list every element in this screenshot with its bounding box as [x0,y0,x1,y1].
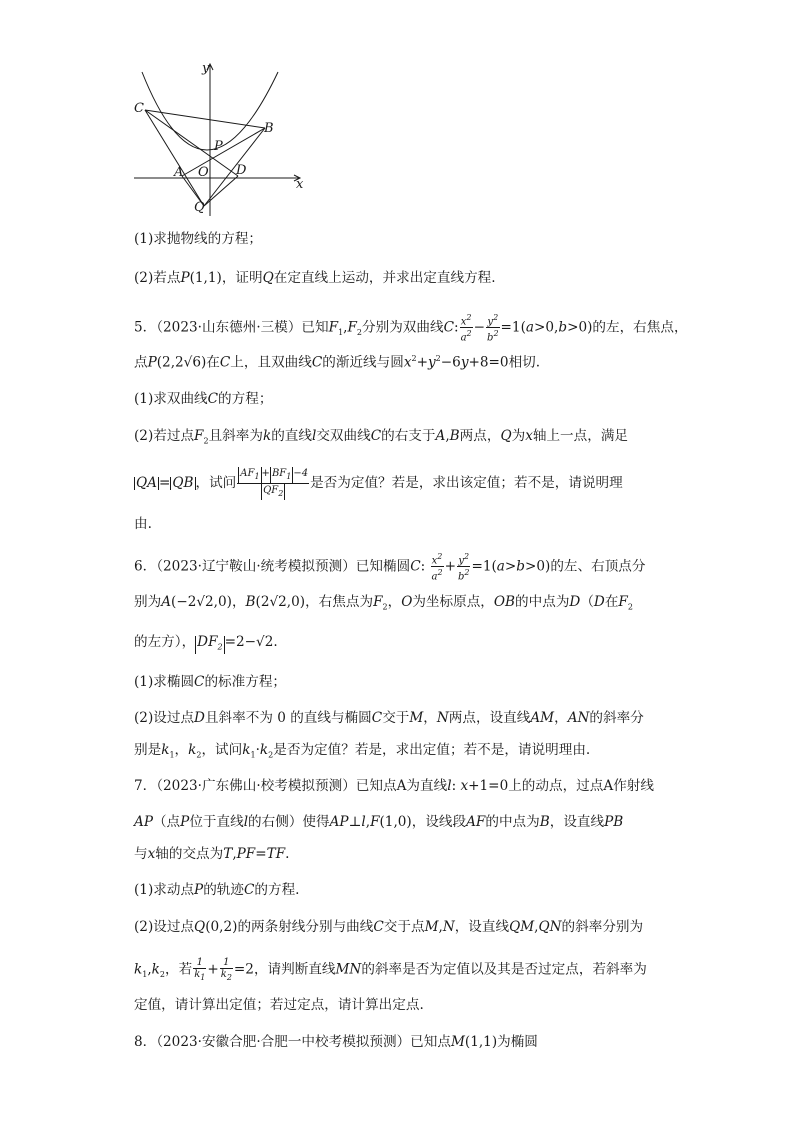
line-AB [182,128,265,176]
q5-part2: (2)若过点$F_2$且斜率为k的直线l交双曲线C的右支于A,B两点，Q为x轴上一点，满足 [134,428,629,446]
q8-header: 8．（2023·安徽合肥·合肥一中校考模拟预测）已知点M(1,1)为椭圆 [134,1034,538,1050]
label-P: P [214,139,223,154]
q6-part1: (1)求椭圆C的标准方程； [134,674,287,690]
q7-part2-cont: $k_1,k_2$，若 $\frac{1}{k_1}$ + $\frac{1}{k_2}$ =2，请判断直线MN的斜率是否为定值以及其是否过定点，若斜率为 [134,957,647,982]
line-CD [145,110,238,176]
q6-header: 6．（2023·辽宁鞍山·统考模拟预测）已知椭圆C: $\frac{x^2}{a^2}$ + $\frac{y^2}{b^2}$ =1(a>b>0)的左、右顶点分 [134,552,646,583]
line-CB [145,110,265,128]
label-B: B [264,121,274,136]
q5-part2-cont: QA = QB ，试问 $\frac{AF_1 + BF_1 -4}{QF_2}$ 是否为定值？若是，求出该定值；若不是，请说明理 [136,468,623,498]
label-Q: Q [194,200,205,215]
label-x: x [296,177,304,192]
line-CQ [145,110,204,206]
q5-part2-end: 由. [134,516,152,532]
q7-line3: 与x轴的交点为T,PF=TF. [134,846,290,862]
q6-line3: 的左方）， $DF_2 =2-√2$. [134,634,278,652]
q5-line2: 点P(2,2√6)在C上，且双曲线C的渐近线与圆$x^2+y^2-6y+8=0$相切. [134,354,541,371]
q6-part2: (2)设过点D且斜率不为 0 的直线与椭圆C交于M，N两点，设直线AM，AN的斜率分 [134,710,644,726]
line-DQ [204,176,238,206]
q7-part2: (2)设过点Q(0,2)的两条射线分别与曲线C交于点M,N，设直线QM,QN的斜率分别为 [134,919,644,935]
q6-line2: 别为A(−2√2,0)，B(2√2,0)，右焦点为$F_2$，O为坐标原点，OB的中点为D（D在$F_2$ [134,594,633,612]
q7-part2-end: 定值，请计算出定值；若过定点，请计算出定点. [134,997,424,1013]
q7-part1: (1)求动点P的轨迹C的方程. [134,882,300,898]
q5-part1: (1)求双曲线C的方程； [134,391,273,407]
label-A: A [174,165,184,180]
q5-header: 5．（2023·山东德州·三模）已知$F_1,F_2$分别为双曲线C: $\frac{x^2}{a^2}$ − $\frac{y^2}{b^2}$ =1(a>0,b>0)的左，右焦点， [134,313,688,344]
q7-header: 7．（2023·广东佛山·校考模拟预测）已知点A为直线l: x+1=0上的动点，过点A作射线 [134,778,654,794]
q7-line2: AP（点P位于直线l的右侧）使得AP⊥l,F(1,0)，设线段AF的中点为B，设直线PB [134,814,624,830]
parabola-figure [128,58,308,218]
label-D: D [236,163,247,178]
q4-part2: (2)若点P(1,1)，证明Q在定直线上运动，并求出定直线方程. [134,270,496,286]
label-y: y [202,61,210,76]
label-O: O [198,165,209,180]
q6-part2-cont: 别是$k_1$，$k_2$，试问$k_1\cdot k_2$是否为定值？若是，求出定值；若不是，请说明理由. [134,742,591,760]
label-C: C [134,101,144,116]
q4-part1: (1)求抛物线的方程； [134,231,263,247]
